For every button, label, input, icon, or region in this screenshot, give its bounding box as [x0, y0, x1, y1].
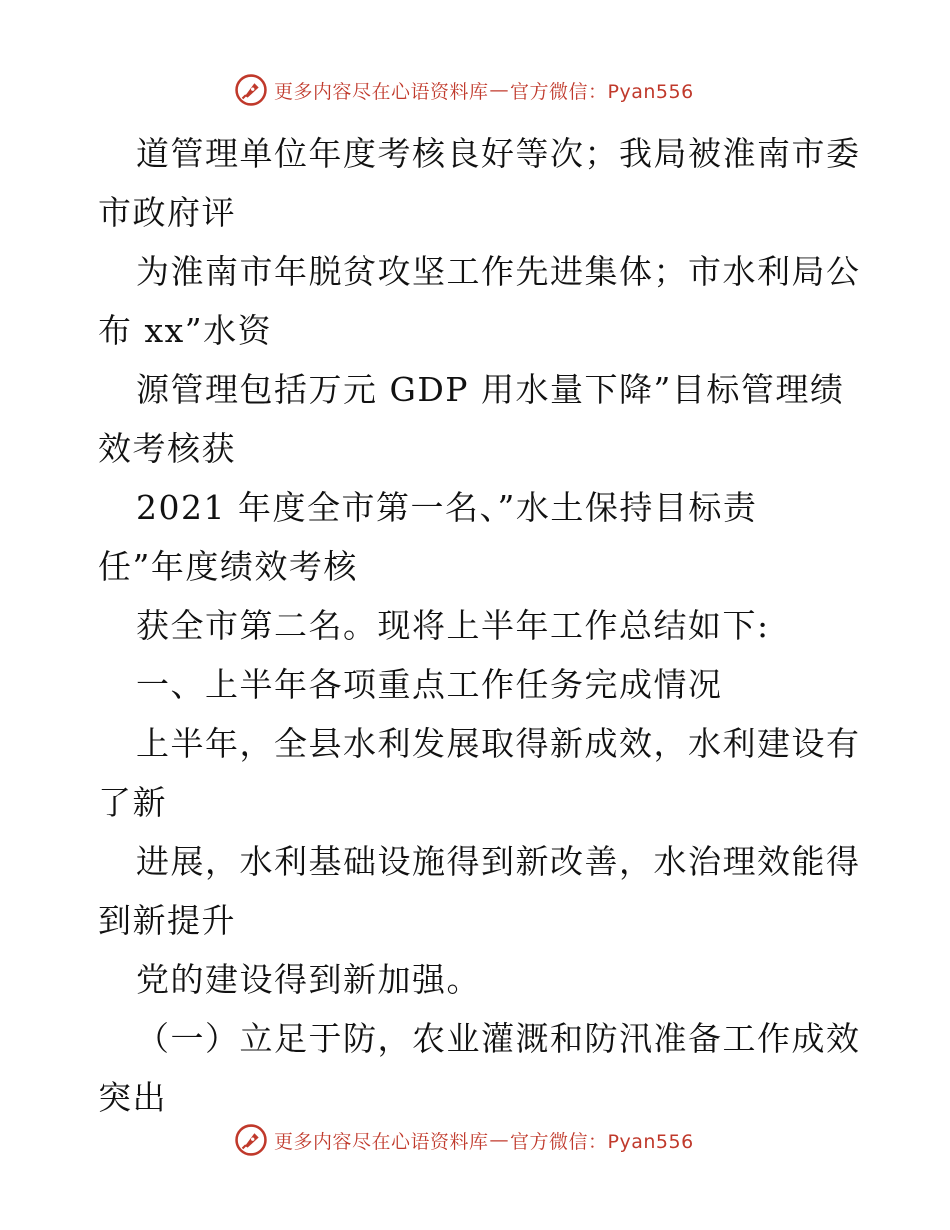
document-body: [98, 124, 861, 1127]
watermark-contact: 官方微信：Pyan556: [510, 80, 694, 103]
body-line: 2021 年度全市第一名、”水土保持目标责: [136, 488, 758, 527]
subsection-heading: （一）立足于防，农业灌溉和防汛准备工作成效: [136, 1019, 861, 1058]
body-line: 道管理单位年度考核良好等次；我局被淮南市委: [136, 134, 861, 173]
body-line: 为淮南市年脱贫攻坚工作先进集体；市水利局公: [136, 252, 861, 291]
body-line: 进展，水利基础设施得到新改善，水治理效能得: [136, 842, 861, 881]
header-watermark: [234, 72, 694, 108]
watermark-separator: —: [489, 1129, 510, 1151]
body-line: 了新: [98, 783, 167, 822]
pen-nib-circle-icon: [234, 73, 268, 107]
body-line: 党的建设得到新加强。: [136, 960, 481, 999]
body-line: 市政府评: [98, 193, 236, 232]
body-line: 上半年，全县水利发展取得新成效，水利建设有: [136, 724, 861, 763]
pen-nib-circle-icon: [234, 1123, 268, 1157]
watermark-separator: —: [489, 79, 510, 101]
section-heading: 一、上半年各项重点工作任务完成情况: [136, 665, 723, 704]
body-line: 任”年度绩效考核: [98, 547, 358, 586]
body-line: 获全市第二名。现将上半年工作总结如下:: [136, 606, 770, 645]
body-line: 效考核获: [98, 429, 236, 468]
footer-watermark: [234, 1122, 694, 1158]
body-line: 布 xx”水资: [98, 311, 273, 350]
watermark-text: 更多内容尽在心语资料库: [274, 1130, 489, 1153]
watermark-contact: 官方微信：Pyan556: [510, 1130, 694, 1153]
body-line: 到新提升: [98, 901, 236, 940]
body-line: 突出: [98, 1078, 167, 1117]
watermark-text: 更多内容尽在心语资料库: [274, 80, 489, 103]
body-line: 源管理包括万元 GDP 用水量下降”目标管理绩: [136, 370, 845, 409]
